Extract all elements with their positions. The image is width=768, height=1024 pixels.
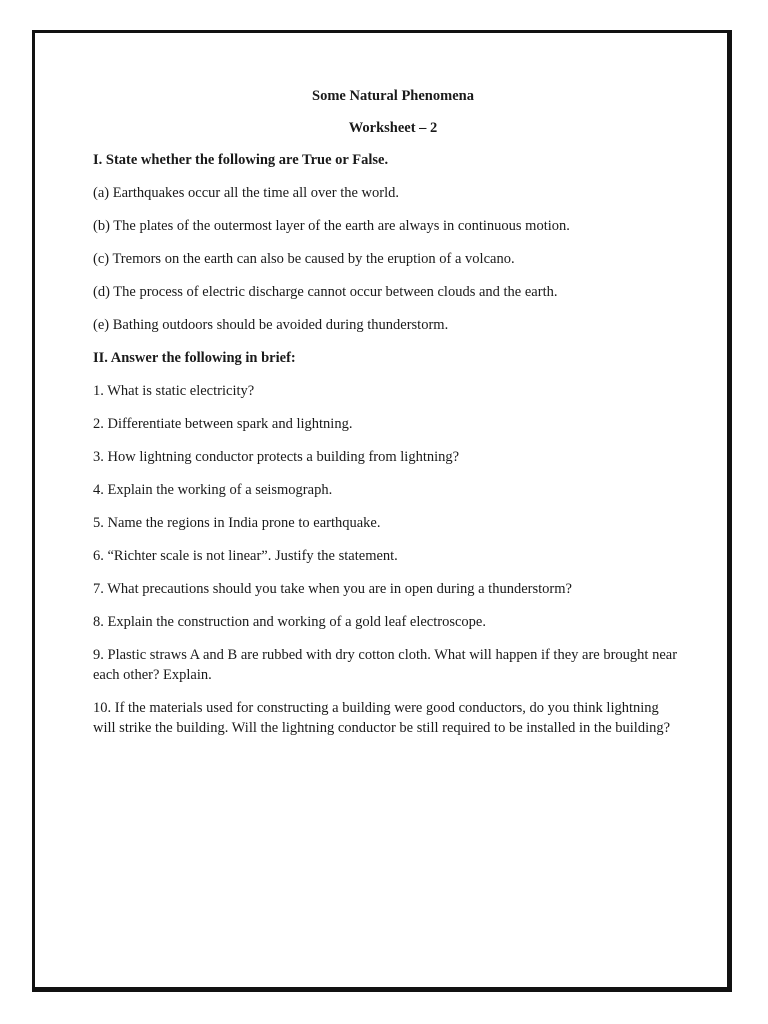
question-item: 2. Differentiate between spark and lightning. xyxy=(93,416,353,432)
section-true-false xyxy=(93,150,683,335)
question-item: 8. Explain the construction and working of a gold leaf electroscope. xyxy=(93,614,486,630)
question-item: 6. “Richter scale is not linear”. Justify the statement. xyxy=(93,548,398,564)
worksheet-subtitle: Worksheet – 2 xyxy=(348,120,438,136)
section-brief-answers xyxy=(93,348,683,738)
question-item: 4. Explain the working of a seismograph. xyxy=(93,482,333,498)
question-item: (d) The process of electric discharge cannot occur between clouds and the earth. xyxy=(93,284,558,300)
question-item: (b) The plates of the outermost layer of the earth are always in continuous motion. xyxy=(93,218,570,234)
question-item: (a) Earthquakes occur all the time all over the world. xyxy=(93,185,399,201)
question-item: 5. Name the regions in India prone to earthquake. xyxy=(93,515,381,531)
question-item: 9. Plastic straws A and B are rubbed with dry cotton cloth. What will happen if they are brought near each other? Explain. xyxy=(93,647,678,683)
question-item: 7. What precautions should you take when you are in open during a thunderstorm? xyxy=(93,581,572,597)
question-item: (e) Bathing outdoors should be avoided during thunderstorm. xyxy=(93,317,449,333)
worksheet-content xyxy=(93,86,683,751)
question-item: 10. If the materials used for constructing a building were good conductors, do you think lightning will strike the building. Will the lightning conductor be still required to be installed in the building? xyxy=(93,700,671,736)
worksheet-title: Some Natural Phenomena xyxy=(312,88,474,104)
question-item: 1. What is static electricity? xyxy=(93,383,255,399)
section-heading: I. State whether the following are True or False. xyxy=(93,152,389,168)
section-heading: II. Answer the following in brief: xyxy=(93,350,296,366)
question-item: (c) Tremors on the earth can also be caused by the eruption of a volcano. xyxy=(93,251,515,267)
question-item: 3. How lightning conductor protects a building from lightning? xyxy=(93,449,460,465)
